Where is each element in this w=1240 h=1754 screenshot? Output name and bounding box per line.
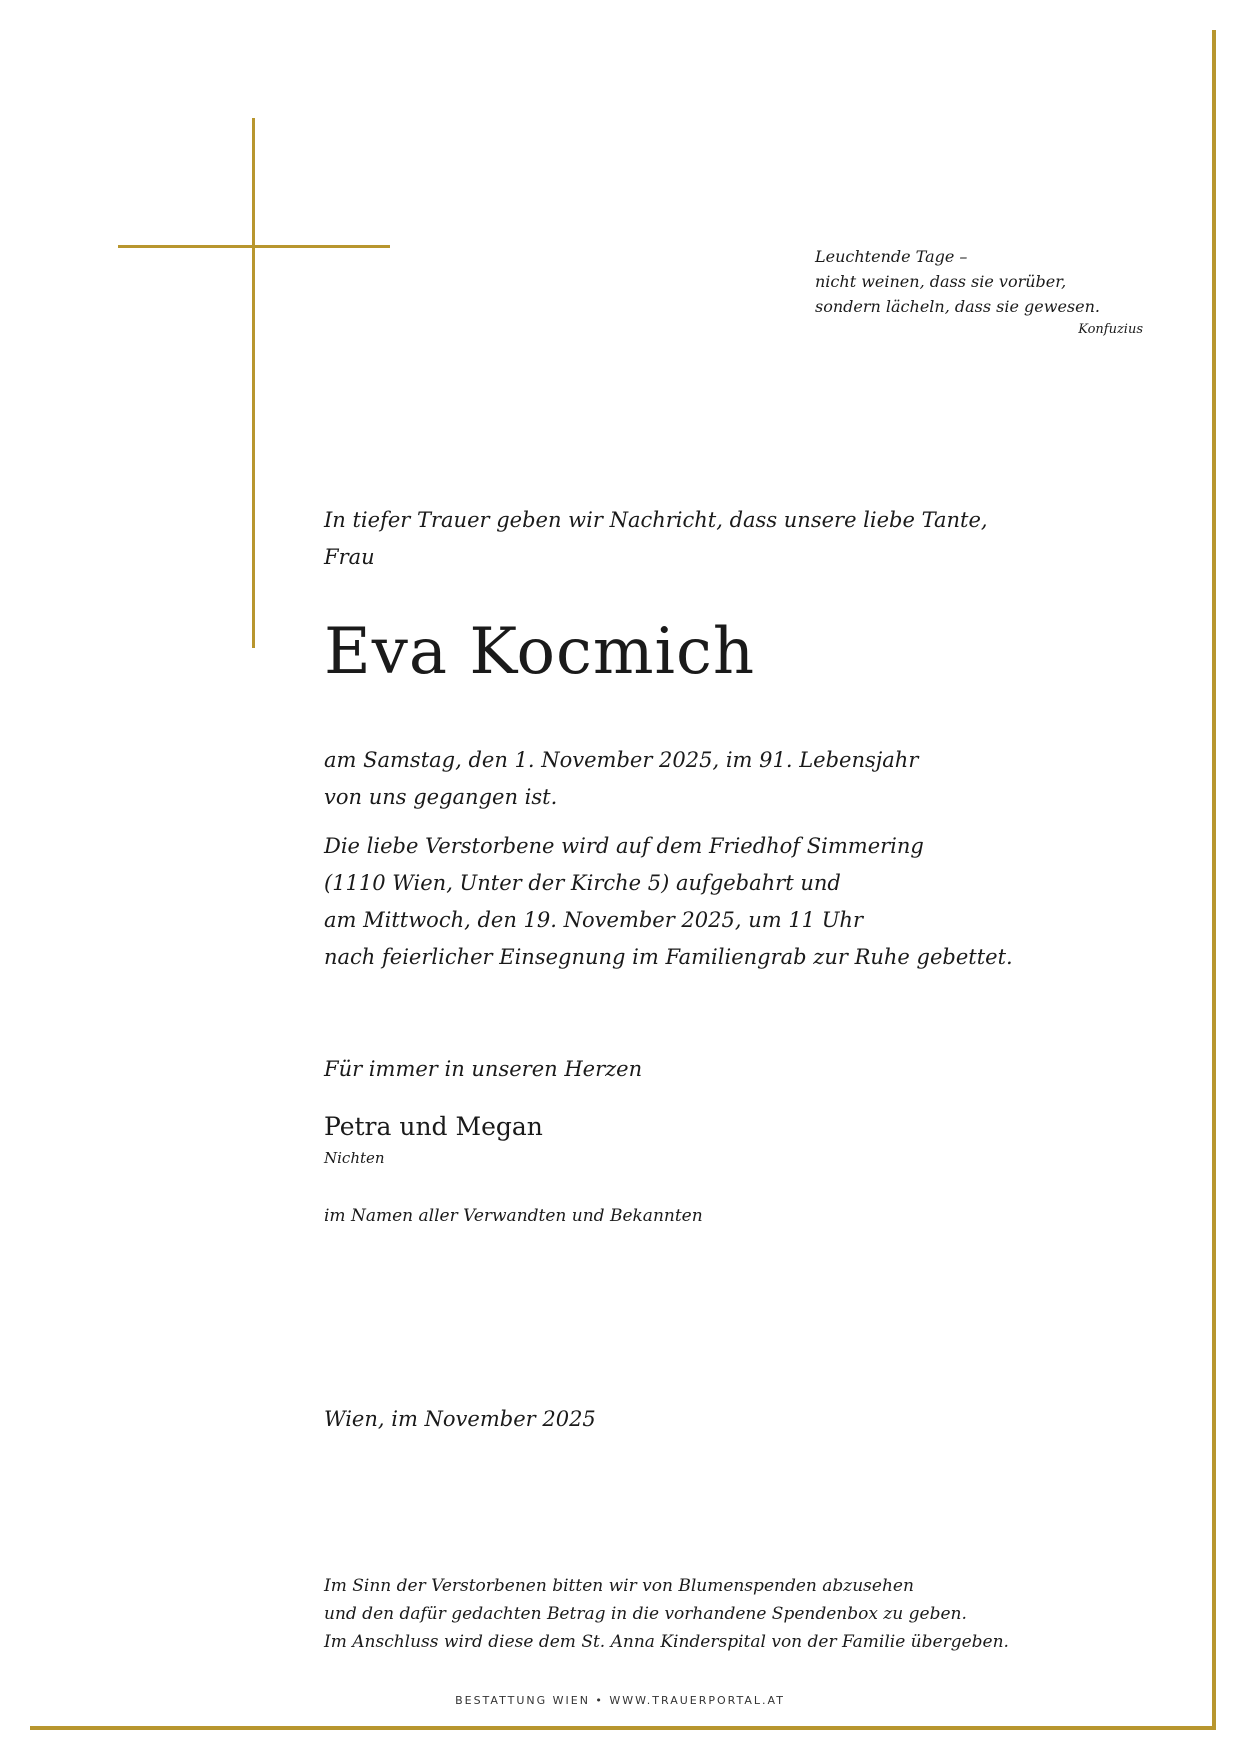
passing-line: von uns gegangen ist. <box>324 785 558 809</box>
passing-line: am Samstag, den 1. November 2025, im 91. Lebensjahr <box>324 748 919 772</box>
funeral-line: nach feierlicher Einsegnung im Familiengrab zur Ruhe gebettet. <box>324 945 1013 969</box>
frame-bottom-border <box>30 1726 1216 1730</box>
funeral-line: Die liebe Verstorbene wird auf dem Friedhof Simmering <box>324 834 924 858</box>
motto-line: Leuchtende Tage – <box>815 247 968 266</box>
donation-line: Im Anschluss wird diese dem St. Anna Kinderspital von der Familie übergeben. <box>324 1632 1009 1652</box>
place-date: Wien, im November 2025 <box>324 1407 596 1431</box>
deceased-name: Eva Kocmich <box>324 615 756 689</box>
signer-role: Nichten <box>324 1149 385 1167</box>
behalf-line: im Namen aller Verwandten und Bekannten <box>324 1206 703 1226</box>
closing-line: Für immer in unseren Herzen <box>324 1057 643 1081</box>
intro-line: Frau <box>324 545 375 569</box>
signer-names: Petra und Megan <box>324 1112 543 1141</box>
donation-line: Im Sinn der Verstorbenen bitten wir von Blumenspenden abzusehen <box>324 1576 914 1596</box>
footer-credit: BESTATTUNG WIEN • WWW.TRAUERPORTAL.AT <box>455 1694 785 1707</box>
donation-line: und den dafür gedachten Betrag in die vorhandene Spendenbox zu geben. <box>324 1604 967 1624</box>
intro-line: In tiefer Trauer geben wir Nachricht, dass unsere liebe Tante, <box>324 508 988 532</box>
cross-horizontal-bar <box>118 245 390 248</box>
intro-text <box>324 502 988 576</box>
donation-note <box>324 1572 1009 1656</box>
cross-vertical-bar <box>252 118 255 648</box>
motto-line: nicht weinen, dass sie vorüber, <box>815 272 1067 291</box>
motto-line: sondern lächeln, dass sie gewesen. <box>815 297 1100 316</box>
passing-text <box>324 742 918 816</box>
funeral-line: (1110 Wien, Unter der Kirche 5) aufgebahrt und <box>324 871 841 895</box>
motto-author: Konfuzius <box>1078 322 1143 337</box>
funeral-line: am Mittwoch, den 19. November 2025, um 11 Uhr <box>324 908 863 932</box>
motto-quote <box>815 244 1100 319</box>
funeral-text <box>324 828 1013 976</box>
frame-right-border <box>1212 30 1216 1730</box>
